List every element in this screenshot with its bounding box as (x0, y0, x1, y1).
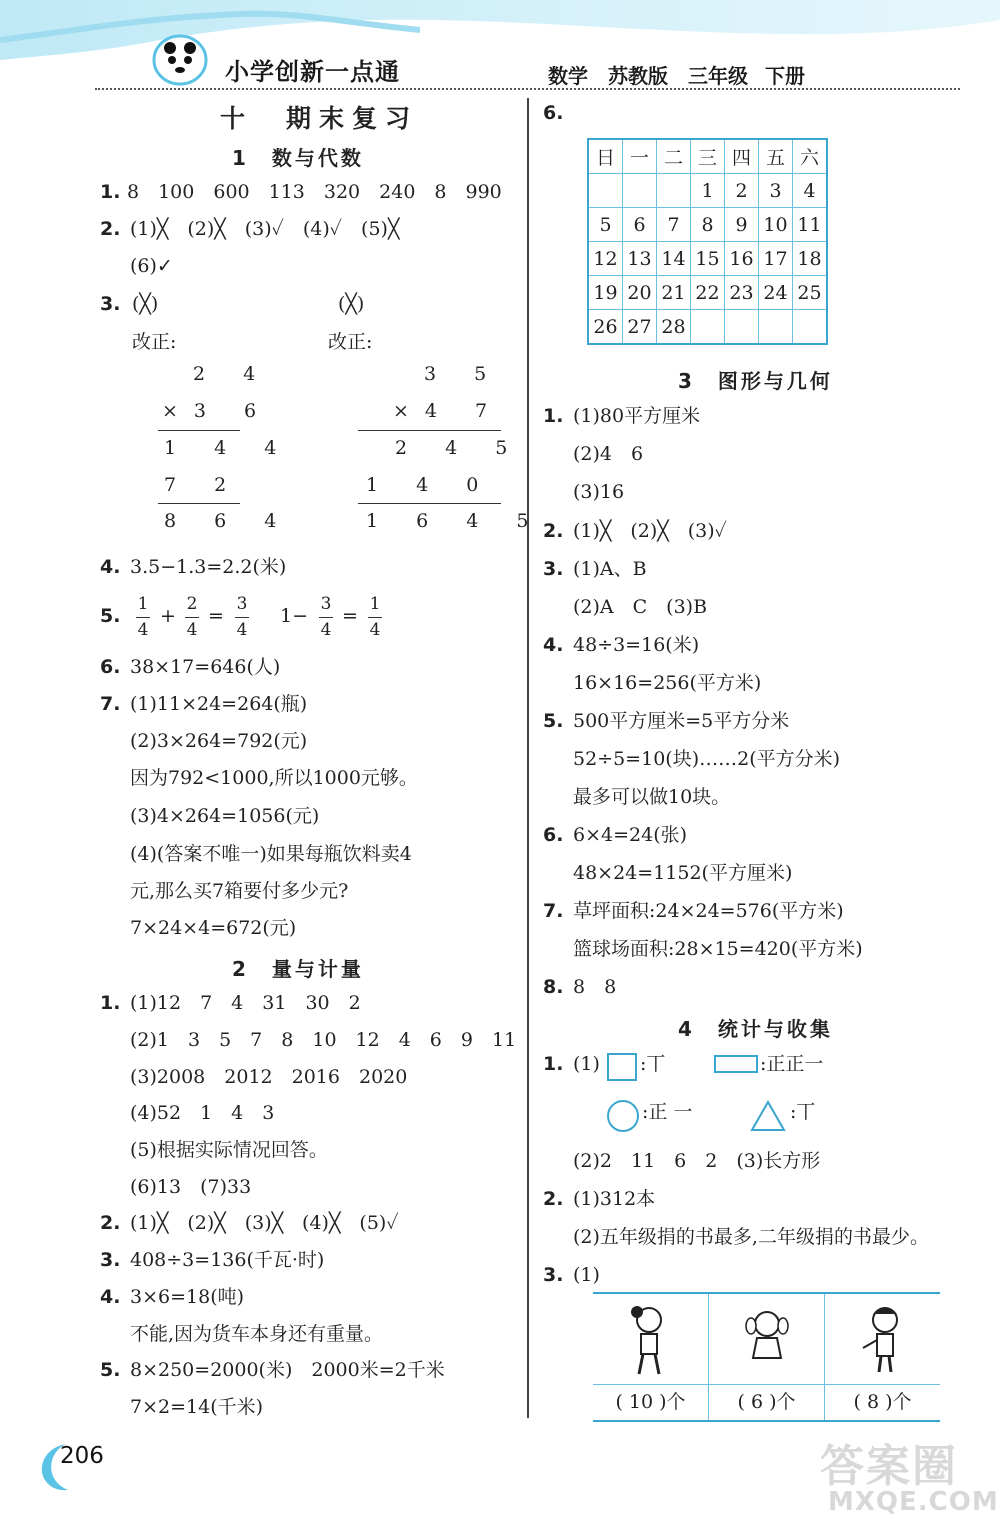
s3-q5-line: 52÷5=10(块)……2(平方分米) (573, 748, 841, 770)
op-equals: = (208, 605, 224, 627)
calendar-header-row (588, 139, 827, 174)
s1-q7-line: 因为792<1000,所以1000元够。 (130, 767, 418, 789)
s3-q5-line: 500平方厘米=5平方分米 (573, 710, 790, 732)
calendar-cell: 28 (657, 310, 691, 345)
triangle-shape-icon (750, 1100, 786, 1132)
calc-left-line: 7 2 (164, 474, 243, 496)
calendar-cell: 9 (725, 208, 759, 242)
s2-q1-line: (3)2008 2012 2016 2020 (130, 1066, 408, 1088)
s1-q7-line: (2)3×264=792(元) (130, 730, 308, 752)
question-number: 2. (100, 218, 121, 240)
table-cell (709, 1294, 825, 1420)
calendar-cell (691, 310, 725, 345)
question-number: 3. (100, 1249, 121, 1271)
calendar-cell (793, 310, 828, 345)
calc-right-line: 3 5 (424, 363, 503, 385)
s2-q5-line: 8×250=2000(米) 2000米=2千米 (130, 1359, 445, 1381)
fraction-numerator: 1 (369, 594, 381, 614)
s2-q2: (1)╳ (2)╳ (3)╳ (4)╳ (5)✓ (130, 1212, 399, 1234)
s3-q6-line: 48×24=1152(平方厘米) (573, 862, 793, 884)
s1-q7-line: 7×24×4=672(元) (130, 917, 297, 939)
calendar-header-cell: 二 (657, 139, 691, 174)
calendar-cell: 22 (691, 276, 725, 310)
calc-left-rule (158, 430, 240, 431)
fraction-denominator: 4 (320, 620, 332, 640)
calendar-row (588, 174, 827, 208)
table-cell (593, 1294, 709, 1420)
question-number: 2. (100, 1212, 121, 1234)
series-title: 小学创新一点通 (225, 58, 400, 86)
s2-q3: 408÷3=136(千瓦·时) (130, 1249, 325, 1271)
watermark-url: MXQE.COM (828, 1487, 999, 1517)
count-label: ( 6 )个 (737, 1391, 796, 1413)
calc-right-line: 1 6 4 5 (366, 510, 545, 532)
s4-q3: (1) (573, 1264, 600, 1286)
s1-q4: 3.5−1.3=2.2(米) (130, 556, 287, 578)
question-number: 6. (543, 102, 564, 124)
girl-figure-icon (623, 1302, 679, 1380)
question-number: 1. (100, 181, 121, 203)
s4-q1-prefix: (1) (573, 1053, 600, 1075)
calc-right-line: 2 4 5 (395, 437, 524, 459)
s1-q7-line: (1)11×24=264(瓶) (130, 693, 308, 715)
question-number: 5. (543, 710, 564, 732)
page-number: 206 (60, 1443, 104, 1469)
question-number: 7. (543, 900, 564, 922)
calendar-cell: 10 (759, 208, 793, 242)
s3-q7-line: 草坪面积:24×24=576(平方米) (573, 900, 844, 922)
s2-q1-line: (6)13 (7)33 (130, 1176, 252, 1198)
s1-q7-line: (4)(答案不唯一)如果每瓶饮料卖4 (130, 843, 412, 865)
calendar-header-cell: 五 (759, 139, 793, 174)
s2-q1-line: (2)1 3 5 7 8 10 12 4 6 9 11 (130, 1029, 517, 1051)
s3-q2: (1)╳ (2)╳ (3)✓ (573, 520, 727, 542)
s3-q7-line: 篮球场面积:28×15=420(平方米) (573, 938, 863, 960)
s2-q1-line: (4)52 1 4 3 (130, 1102, 275, 1124)
calc-right-rule (358, 430, 501, 431)
calendar-cell: 21 (657, 276, 691, 310)
calendar-cell (725, 310, 759, 345)
column-divider (527, 98, 529, 1418)
header-rule (95, 88, 960, 90)
panda-logo-icon (150, 30, 214, 86)
calendar-cell (588, 174, 623, 208)
fraction-denominator: 4 (186, 620, 198, 640)
s3-q1-line: (2)4 6 (573, 443, 644, 465)
calendar-cell: 18 (793, 242, 828, 276)
question-number: 3. (543, 1264, 564, 1286)
s1-q1: 8 100 600 113 320 240 8 990 (127, 181, 502, 203)
question-number: 2. (543, 520, 564, 542)
fraction-numerator: 3 (236, 594, 248, 614)
fraction-numerator: 2 (186, 594, 198, 614)
fraction-bar (235, 617, 249, 618)
question-number: 4. (543, 634, 564, 656)
calendar-cell: 20 (623, 276, 657, 310)
calendar-cell (623, 174, 657, 208)
calendar-header-cell: 四 (725, 139, 759, 174)
question-number: 1. (543, 1053, 564, 1075)
calendar-cell: 6 (623, 208, 657, 242)
calc-left-line: 1 4 4 (164, 437, 293, 459)
calc-right-rule (358, 503, 501, 504)
calendar-header-cell: 一 (623, 139, 657, 174)
calendar-cell: 13 (623, 242, 657, 276)
calendar-row (588, 242, 827, 276)
calendar-cell: 3 (759, 174, 793, 208)
tally-square: :丅 (640, 1053, 666, 1075)
question-number: 1. (543, 405, 564, 427)
calendar-cell: 27 (623, 310, 657, 345)
fraction-denominator: 4 (137, 620, 149, 640)
section-3-title: 3 图形与几何 (678, 369, 833, 393)
s1-q2-line2: (6)✓ (130, 255, 173, 277)
s1-q3-mark-left: (╳) (132, 293, 159, 315)
fraction-numerator: 3 (320, 594, 332, 614)
calendar-cell: 15 (691, 242, 725, 276)
calendar-cell: 17 (759, 242, 793, 276)
s4-q2-line: (2)五年级捐的书最多,二年级捐的书最少。 (573, 1226, 929, 1248)
question-number: 6. (543, 824, 564, 846)
calendar-row (588, 310, 827, 345)
section-4-title: 4 统计与收集 (678, 1017, 833, 1041)
count-label: ( 8 )个 (853, 1391, 912, 1413)
calendar-cell: 2 (725, 174, 759, 208)
s2-q4-line: 3×6=18(吨) (130, 1286, 245, 1308)
calendar-cell (657, 174, 691, 208)
tally-triangle: :丅 (790, 1101, 816, 1123)
fraction-denominator: 4 (369, 620, 381, 640)
fraction-numerator: 1 (137, 594, 149, 614)
watermark-logo: 答案圈 (820, 1441, 958, 1492)
s3-q1-line: (1)80平方厘米 (573, 405, 701, 427)
calc-left-line: ×3 6 (162, 400, 273, 422)
calc-left-rule (158, 503, 240, 504)
girl-pigtails-figure-icon (739, 1304, 795, 1378)
fraction-bar (136, 617, 150, 618)
calendar-cell: 14 (657, 242, 691, 276)
calendar-cell: 12 (588, 242, 623, 276)
count-label: ( 10 )个 (615, 1391, 686, 1413)
s1-q3-mark-right: (╳) (338, 293, 365, 315)
op-one-minus: 1− (280, 605, 309, 627)
s3-q5-line: 最多可以做10块。 (573, 786, 731, 808)
question-number: 8. (543, 976, 564, 998)
calc-left-line: 8 6 4 (164, 510, 293, 532)
calendar-cell: 25 (793, 276, 828, 310)
op-plus: + (160, 605, 176, 627)
question-number: 5. (100, 605, 121, 627)
s4-q1-line2: (2)2 11 6 2 (3)长方形 (573, 1150, 821, 1172)
question-number: 4. (100, 1286, 121, 1308)
question-number: 6. (100, 656, 121, 678)
table-separator (593, 1384, 940, 1385)
boy-figure-icon (855, 1302, 911, 1378)
s3-q8: 8 8 (573, 976, 617, 998)
s2-q5-line: 7×2=14(千米) (130, 1396, 264, 1418)
subject-info: 数学 苏教版 三年级 下册 (548, 64, 805, 88)
calendar-cell: 16 (725, 242, 759, 276)
calc-left-line: 2 4 (193, 363, 272, 385)
s1-q7-line: 元,那么买7箱要付多少元? (130, 880, 349, 902)
s1-q3-fix-right: 改正: (328, 331, 373, 353)
s3-q3-line: (1)A、B (573, 558, 647, 580)
tally-rectangle: :正正一 (760, 1053, 824, 1075)
calendar-cell: 1 (691, 174, 725, 208)
fraction-bar (319, 617, 333, 618)
s1-q6: 38×17=646(人) (130, 656, 281, 678)
calendar-cell: 26 (588, 310, 623, 345)
table-cell (825, 1294, 940, 1420)
question-number: 5. (100, 1359, 121, 1381)
s2-q4-line: 不能,因为货车本身还有重量。 (130, 1323, 384, 1345)
calendar-cell: 5 (588, 208, 623, 242)
s1-q7-line: (3)4×264=1056(元) (130, 805, 320, 827)
section-1-title: 1 数与代数 (232, 146, 364, 170)
question-number: 3. (100, 293, 121, 315)
calendar-header-cell: 三 (691, 139, 725, 174)
question-number: 4. (100, 556, 121, 578)
s3-q6-line: 6×4=24(张) (573, 824, 688, 846)
calendar-cell: 19 (588, 276, 623, 310)
fraction-denominator: 4 (236, 620, 248, 640)
calendar-table (587, 138, 828, 345)
s2-q1-line: (5)根据实际情况回答。 (130, 1139, 328, 1161)
children-count-table (593, 1292, 940, 1422)
calendar-row (588, 208, 827, 242)
calendar-header-cell: 六 (793, 139, 828, 174)
section-2-title: 2 量与计量 (232, 957, 364, 981)
calendar-header-cell: 日 (588, 139, 623, 174)
square-shape-icon (607, 1053, 637, 1081)
calendar-cell: 23 (725, 276, 759, 310)
calc-right-line: 1 4 0 (366, 474, 495, 496)
s2-q1-line: (1)12 7 4 31 30 2 (130, 992, 361, 1014)
question-number: 3. (543, 558, 564, 580)
calendar-cell: 11 (793, 208, 828, 242)
s3-q4-line: 48÷3=16(米) (573, 634, 700, 656)
s3-q3-line: (2)A C (3)B (573, 596, 708, 618)
calendar-cell: 24 (759, 276, 793, 310)
calendar-cell (759, 310, 793, 345)
rectangle-shape-icon (714, 1055, 758, 1073)
question-number: 1. (100, 992, 121, 1014)
calendar-cell: 4 (793, 174, 828, 208)
calendar-cell: 7 (657, 208, 691, 242)
calc-right-line: ×4 7 (393, 400, 504, 422)
s1-q3-fix-left: 改正: (132, 331, 177, 353)
calendar-cell: 8 (691, 208, 725, 242)
chapter-title: 十 期末复习 (220, 104, 419, 133)
question-number: 2. (543, 1188, 564, 1210)
fraction-bar (368, 617, 382, 618)
s3-q4-line: 16×16=256(平方米) (573, 672, 762, 694)
tally-circle: :正 一 (642, 1101, 693, 1123)
fraction-bar (185, 617, 199, 618)
s3-q1-line: (3)16 (573, 481, 625, 503)
circle-shape-icon (607, 1100, 639, 1132)
s1-q2-line1: (1)╳ (2)╳ (3)✓ (4)✓ (5)╳ (130, 218, 400, 240)
calendar-row (588, 276, 827, 310)
s4-q2-line: (1)312本 (573, 1188, 656, 1210)
question-number: 7. (100, 693, 121, 715)
op-equals: = (342, 605, 358, 627)
